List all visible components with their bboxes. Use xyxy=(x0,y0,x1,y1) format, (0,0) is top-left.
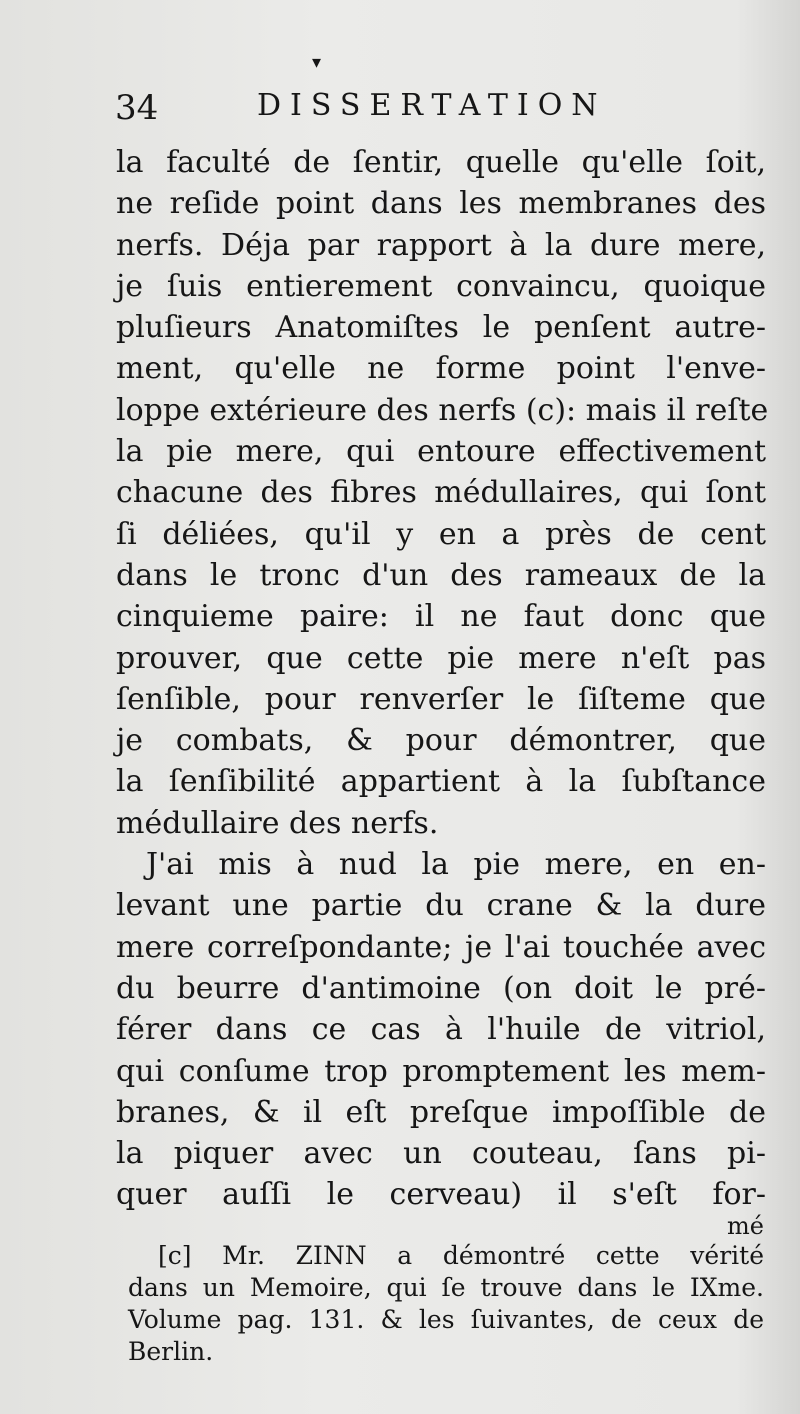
footnote-line: Volume pag. 131. & les ſuivantes, de ceux de xyxy=(128,1305,764,1334)
text-line: je ſuis entierement convaincu, quoique xyxy=(116,268,766,304)
text-line: la ſenſibilité appartient à la ſubſtance xyxy=(116,764,766,800)
text-line: ſenſible, pour renverſer le ſiſteme que xyxy=(116,681,766,717)
text-line: qui conſume trop promptement les mem- xyxy=(116,1053,766,1089)
text-line: branes, & il eſt preſque impoſſible de xyxy=(116,1094,766,1130)
text-line: du beurre d'antimoine (on doit le pré- xyxy=(116,970,766,1006)
text-line: médullaire des nerfs. xyxy=(116,805,439,841)
footnote-line: dans un Memoire, qui ſe trouve dans le IXme. xyxy=(128,1273,764,1302)
catchword: mé xyxy=(727,1212,764,1240)
text-line: ſi déliées, qu'il y en a près de cent xyxy=(116,516,766,552)
text-line: mere correſpondante; je l'ai touchée avec xyxy=(116,929,766,965)
text-line: férer dans ce cas à l'huile de vitriol, xyxy=(116,1012,766,1048)
text-line: dans le tronc d'un des rameaux de la xyxy=(116,557,766,593)
text-line: prouver, que cette pie mere n'eſt pas xyxy=(116,640,766,676)
text-line: ne reſide point dans les membranes des xyxy=(116,186,766,222)
text-line: quer auſſi le cerveau) il s'eſt for- xyxy=(116,1177,766,1213)
text-line: la faculté de ſentir, quelle qu'elle ſoit, xyxy=(116,145,766,180)
text-line-paragraph-start: J'ai mis à nud la pie mere, en en- xyxy=(146,847,766,883)
printer-mark: ▾ xyxy=(312,52,322,73)
text-line: levant une partie du crane & la dure xyxy=(116,888,766,924)
body-text xyxy=(116,142,769,1216)
page-number: 34 xyxy=(115,88,159,128)
footnote xyxy=(128,1240,764,1368)
text-line: je combats, & pour démontrer, que xyxy=(116,723,766,759)
text-line: ment, qu'elle ne forme point l'enve- xyxy=(116,351,766,387)
text-line: la pie mere, qui entoure effectivement xyxy=(116,434,766,470)
text-line: la piquer avec un couteau, ſans pi- xyxy=(116,1136,766,1172)
text-line: nerfs. Déja par rapport à la dure mere, xyxy=(116,227,766,263)
text-line: loppe extérieure des nerfs (c): mais il reſte xyxy=(116,392,769,428)
text-line: pluſieurs Anatomiſtes le penſent autre- xyxy=(116,310,766,346)
footnote-line: [c] Mr. ZINN a démontré cette vérité xyxy=(158,1241,764,1270)
text-line: chacune des fibres médullaires, qui ſont xyxy=(116,475,766,511)
running-title: DISSERTATION xyxy=(257,88,607,123)
page-header xyxy=(115,88,635,138)
text-line: cinquieme paire: il ne faut donc que xyxy=(116,599,766,635)
footnote-line: Berlin. xyxy=(128,1337,214,1366)
